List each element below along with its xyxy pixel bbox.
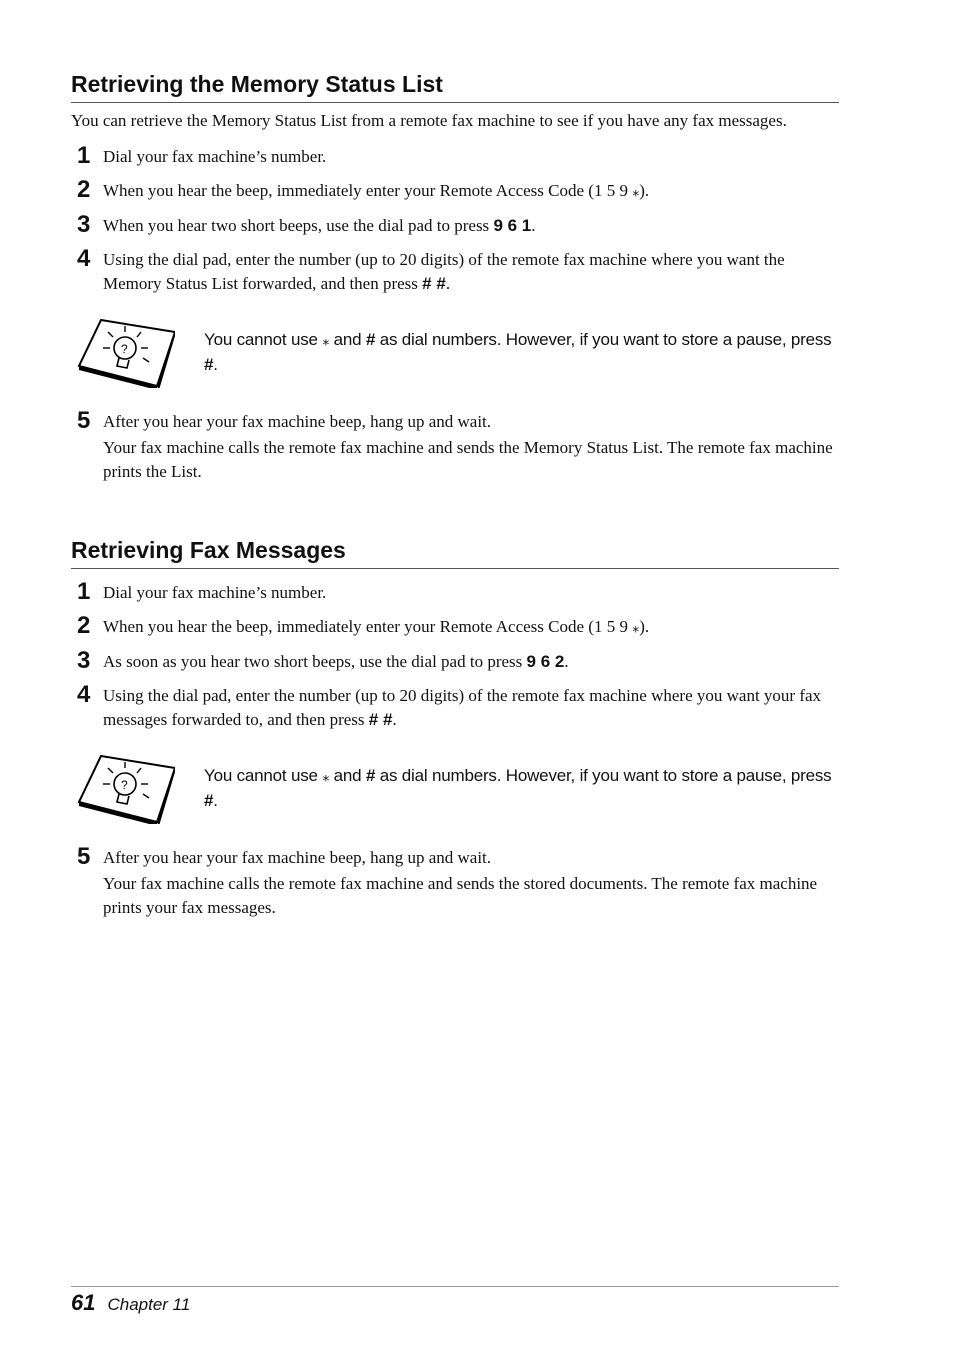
section-title: Retrieving the Memory Status List — [71, 70, 839, 103]
hash-symbol: # — [204, 791, 214, 810]
dial-code: # # — [422, 274, 446, 293]
step-text: Dial your fax machine’s number. — [103, 583, 327, 602]
note-text-part: and — [329, 330, 366, 349]
step-number: 3 — [77, 647, 91, 674]
step-text: When you hear the beep, immediately enter your Remote Access Code (1 5 9 — [103, 617, 633, 636]
step-detail: Your fax machine calls the remote fax machine and sends the stored documents. The remote fax machine prints your fax messages. — [103, 874, 818, 917]
step-number: 5 — [77, 843, 91, 870]
section-title: Retrieving Fax Messages — [71, 536, 839, 569]
step-text-end: . — [445, 274, 451, 293]
note-text-part: You cannot use — [204, 330, 323, 349]
step-text: After you hear your fax machine beep, hang up and wait. — [103, 848, 492, 867]
dial-code: # # — [368, 710, 393, 729]
page-number: 61 — [71, 1290, 96, 1315]
step-text: As soon as you hear two short beeps, use the dial pad to press — [103, 652, 527, 671]
step-4 — [71, 245, 839, 296]
step-number: 4 — [77, 681, 91, 708]
step-4 — [71, 681, 839, 732]
step-number: 2 — [77, 176, 91, 203]
step-3 — [71, 211, 839, 238]
step-text: When you hear two short beeps, use the dial pad to press — [103, 216, 494, 235]
section-intro: You can retrieve the Memory Status List from a remote fax machine to see if you have any fax messages. — [71, 111, 787, 130]
hash-symbol: # — [365, 330, 376, 349]
star-symbol: ⁎ — [322, 333, 330, 349]
section-fax-messages — [71, 536, 839, 920]
step-text-end: ). — [639, 181, 650, 200]
hash-symbol: # — [204, 355, 214, 374]
note-text-part: . — [213, 791, 218, 810]
page-footer — [71, 1286, 839, 1316]
step-number: 4 — [77, 245, 91, 272]
step-text: Using the dial pad, enter the number (up to 20 digits) of the remote fax machine where you want the Memory Status List forwarded, and then press — [103, 250, 785, 293]
step-text: Dial your fax machine’s number. — [103, 147, 327, 166]
svg-text:?: ? — [121, 778, 128, 792]
step-5 — [71, 407, 839, 484]
note-text — [204, 328, 844, 377]
dial-code: 9 6 1 — [493, 216, 532, 235]
star-symbol: ⁎ — [632, 184, 640, 200]
dial-code: 9 6 2 — [526, 652, 565, 671]
step-3 — [71, 647, 839, 674]
step-text-end: . — [564, 652, 569, 671]
svg-text:?: ? — [121, 342, 128, 356]
step-2 — [71, 612, 839, 640]
step-1 — [71, 142, 839, 169]
hash-symbol: # — [365, 766, 376, 785]
note-box — [71, 754, 839, 832]
note-text-part: You cannot use — [204, 766, 323, 785]
star-symbol: ⁎ — [632, 620, 640, 636]
lightbulb-note-icon — [75, 754, 175, 824]
note-text-part: as dial numbers. However, if you want to store a pause, press — [375, 766, 832, 785]
star-symbol: ⁎ — [322, 769, 330, 785]
note-text-part: and — [329, 766, 366, 785]
step-number: 5 — [77, 407, 91, 434]
step-2 — [71, 176, 839, 204]
step-detail: Your fax machine calls the remote fax machine and sends the Memory Status List. The remote fax machine prints the List. — [103, 438, 833, 481]
note-box — [71, 318, 839, 396]
step-text: Using the dial pad, enter the number (up to 20 digits) of the remote fax machine where you want your fax messages forwarded to, and then press — [103, 686, 822, 729]
step-number: 2 — [77, 612, 91, 639]
step-number: 3 — [77, 211, 91, 238]
note-text-part: . — [213, 355, 218, 374]
step-1 — [71, 578, 839, 605]
step-text-end: ). — [639, 617, 650, 636]
step-number: 1 — [77, 578, 91, 605]
note-text — [204, 764, 844, 813]
step-number: 1 — [77, 142, 91, 169]
step-text: After you hear your fax machine beep, hang up and wait. — [103, 412, 492, 431]
step-text-end: . — [531, 216, 536, 235]
note-text-part: as dial numbers. However, if you want to store a pause, press — [375, 330, 832, 349]
chapter-label: Chapter 11 — [107, 1295, 191, 1314]
step-text-end: . — [392, 710, 397, 729]
step-text: When you hear the beep, immediately enter your Remote Access Code (1 5 9 — [103, 181, 633, 200]
section-memory-status-list — [71, 70, 839, 484]
lightbulb-note-icon — [75, 318, 175, 388]
step-5 — [71, 843, 839, 920]
